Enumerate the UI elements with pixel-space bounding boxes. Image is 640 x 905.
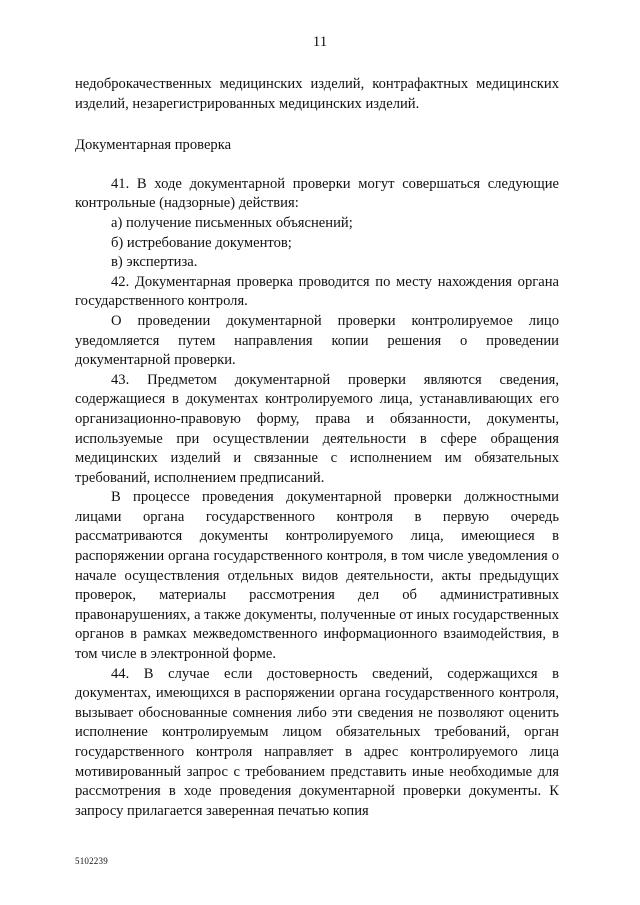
paragraph-43-process: В процессе проведения документарной проверки должностными лицами органа государственного контроля в первую очередь рассматриваются документы контролируемого лица, имеющиеся в распоряжении органа государственного контроля, в том числе уведомления о начале осуществления отдельных видов деятельности, акты предыдущих проверок, материалы рассмотрения дел об административных правонарушениях, а также документы, полученные от иных государственных органов в рамках межведомственного информационного взаимодействия, в том числе в электронной форме. (75, 489, 559, 663)
list-item-c: в) экспертиза. (111, 254, 198, 271)
document-code: 5102239 (75, 856, 108, 866)
list-item-a: а) получение письменных объяснений; (111, 214, 353, 231)
paragraph-42-notice: О проведении документарной проверки контролируемое лицо уведомляется путем направления копии решения о проведении документарной проверки. (75, 312, 559, 369)
document-body (75, 75, 559, 821)
list-item-b: б) истребование документов; (111, 234, 292, 251)
paragraph-44: 44. В случае если достоверность сведений, содержащихся в документах, имеющихся в распоряжении органа государственного контроля, вызывает обоснованные сомнения либо эти сведения не позволяют оценить исполнение контролируемым лицом обязательных требований, орган государственного контроля направляет в адрес контролируемого лица мотивированный запрос с требованием представить иные необходимые для рассмотрения в ходе проведения документарной проверки документы. К запросу прилагается заверенная печатью копия (75, 665, 559, 819)
paragraph-42: 42. Документарная проверка проводится по месту нахождения органа государственного контроля. (75, 273, 559, 310)
paragraph-41: 41. В ходе документарной проверки могут совершаться следующие контрольные (надзорные) действия: (75, 175, 559, 212)
intro-paragraph: недоброкачественных медицинских изделий, контрафактных медицинских изделий, незарегистрированных медицинских изделий. (75, 76, 559, 112)
page-number: 11 (312, 34, 328, 50)
section-heading: Документарная проверка (75, 137, 232, 154)
paragraph-43: 43. Предметом документарной проверки являются сведения, содержащиеся в документах контролируемого лица, устанавливающих его организационно-правовую форму, права и обязанности, документы, используемые при осуществлении деятельности в сфере обращения медицинских изделий и связанные с исполнением им обязательных требований, исполнением предписаний. (75, 371, 559, 486)
